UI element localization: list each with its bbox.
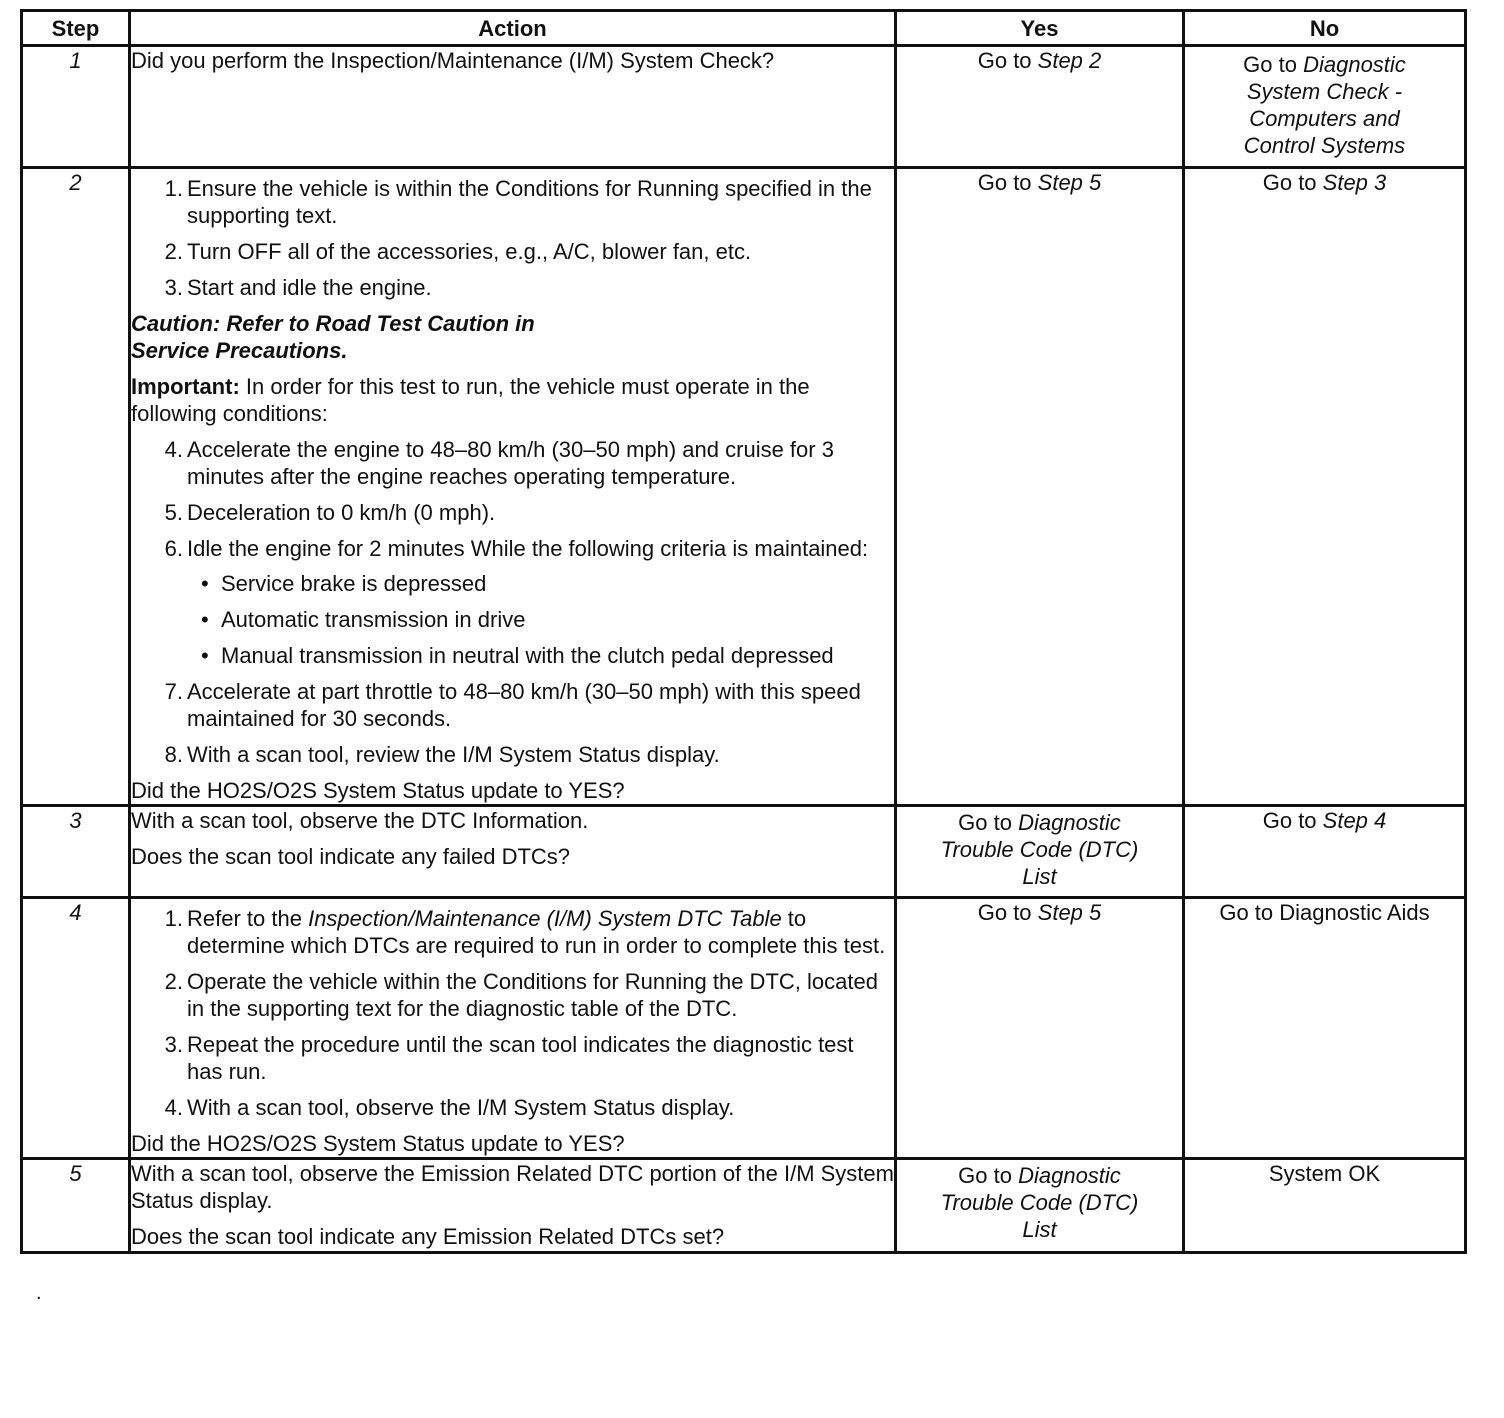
bullet-item: • Service brake is depressed [199,570,894,597]
yes-prefix: Go to [958,1163,1019,1188]
list-item: 5. Deceleration to 0 km/h (0 mph). [164,500,496,525]
yes-cell [896,168,1184,806]
yes-link[interactable]: Step 5 [1037,900,1102,925]
list-item: 2. Turn OFF all of the accessories, e.g., A/C, blower fan, etc. [164,239,752,264]
header-step: Step [22,11,130,46]
step-number: 1 [22,46,130,168]
table-row-step-5 [22,1159,1466,1253]
list-item: 8. With a scan tool, review the I/M System Status display. [164,742,720,767]
no-cell [1184,168,1466,806]
step-number: 2 [22,168,130,806]
no-cell [1184,46,1466,168]
step-number: 3 [22,806,130,898]
list-item: 4. Accelerate the engine to 48–80 km/h (30–50 mph) and cruise for 3 minutes after the engine reaches operating temperature. [164,437,834,489]
action-cell [130,168,896,806]
list-item: 2. Operate the vehicle within the Conditions for Running the DTC, located in the supporting text for the diagnostic table of the DTC. [164,969,878,1021]
procedure-list [131,436,894,768]
step-number: 4 [22,898,130,1159]
important-text: In order for this test to run, the vehicle must operate in the following conditions: [131,374,810,426]
diagnostic-table [20,9,1467,1254]
yes-cell [896,1159,1184,1253]
table-row-step-1 [22,46,1466,168]
yes-cell [896,806,1184,898]
yes-link[interactable]: Diagnostic Trouble Code (DTC) List [940,1163,1139,1242]
header-row [22,11,1466,46]
list-item: 7. Accelerate at part throttle to 48–80 km/h (30–50 mph) with this speed maintained for 30 seconds. [164,679,861,731]
criteria-list [187,570,894,669]
action-text: With a scan tool, observe the Emission Related DTC portion of the I/M System Status display. [131,1161,894,1213]
no-prefix: Go to [1262,170,1323,195]
header-yes: Yes [896,11,1184,46]
action-cell [130,898,896,1159]
list-item: 3. Repeat the procedure until the scan tool indicates the diagnostic test has run. [164,1032,854,1084]
yes-prefix: Go to [977,900,1038,925]
procedure-list [131,905,894,1121]
list-item: 1. Ensure the vehicle is within the Conditions for Running specified in the supporting text. [164,176,872,228]
action-question: Did you perform the Inspection/Maintenance (I/M) System Check? [131,48,775,73]
no-text: System OK [1268,1161,1381,1186]
no-link[interactable]: Diagnostic System Check - Computers and Control Systems [1243,52,1406,158]
action-question: Did the HO2S/O2S System Status update to YES? [131,1131,625,1156]
step-number: 5 [22,1159,130,1253]
list-item: 3. Start and idle the engine. [164,275,432,300]
action-question: Did the HO2S/O2S System Status update to YES? [131,778,625,803]
no-cell [1184,806,1466,898]
table-row-step-2 [22,168,1466,806]
table-row-step-3 [22,806,1466,898]
table-row-step-4 [22,898,1466,1159]
no-prefix: Go to [1243,52,1304,77]
action-cell [130,806,896,898]
procedure-list [131,175,894,301]
list-item: 6. Idle the engine for 2 minutes While the following criteria is maintained: • Service brake is depressed • Automatic transmission in drive • Manual transmission in neutral with the clutch pedal depressed [153,535,894,669]
yes-cell [896,46,1184,168]
yes-link[interactable]: Step 2 [1037,48,1102,73]
yes-prefix: Go to [958,810,1019,835]
no-text[interactable]: Go to Diagnostic Aids [1219,900,1430,925]
list-item: 4. With a scan tool, observe the I/M System Status display. [164,1095,735,1120]
no-cell [1184,898,1466,1159]
bullet-item: • Manual transmission in neutral with the clutch pedal depressed [199,642,894,669]
action-cell [130,46,896,168]
header-no: No [1184,11,1466,46]
yes-link[interactable]: Step 5 [1037,170,1102,195]
action-cell [130,1159,896,1253]
important-label: Important: [131,374,240,399]
no-cell [1184,1159,1466,1253]
action-question: Does the scan tool indicate any Emission Related DTCs set? [131,1224,725,1249]
action-text: With a scan tool, observe the DTC Information. [131,808,589,833]
table-link[interactable]: Inspection/Maintenance (I/M) System DTC Table [308,906,782,931]
action-question: Does the scan tool indicate any failed DTCs? [131,844,571,869]
list-item: 1. Refer to the Inspection/Maintenance (I/M) System DTC Table to determine which DTCs are required to run in order to complete this test. [164,906,886,958]
no-link[interactable]: Step 4 [1322,808,1387,833]
stray-mark: . [36,1282,42,1304]
yes-link[interactable]: Diagnostic Trouble Code (DTC) List [940,810,1139,889]
header-action: Action [130,11,896,46]
yes-cell [896,898,1184,1159]
no-prefix: Go to [1262,808,1323,833]
yes-prefix: Go to [977,48,1038,73]
caution-note: Caution: Refer to Road Test Caution in Service Precautions. [131,311,535,363]
important-note [131,373,894,427]
yes-prefix: Go to [977,170,1038,195]
bullet-item: • Automatic transmission in drive [199,606,894,633]
no-link[interactable]: Step 3 [1322,170,1387,195]
